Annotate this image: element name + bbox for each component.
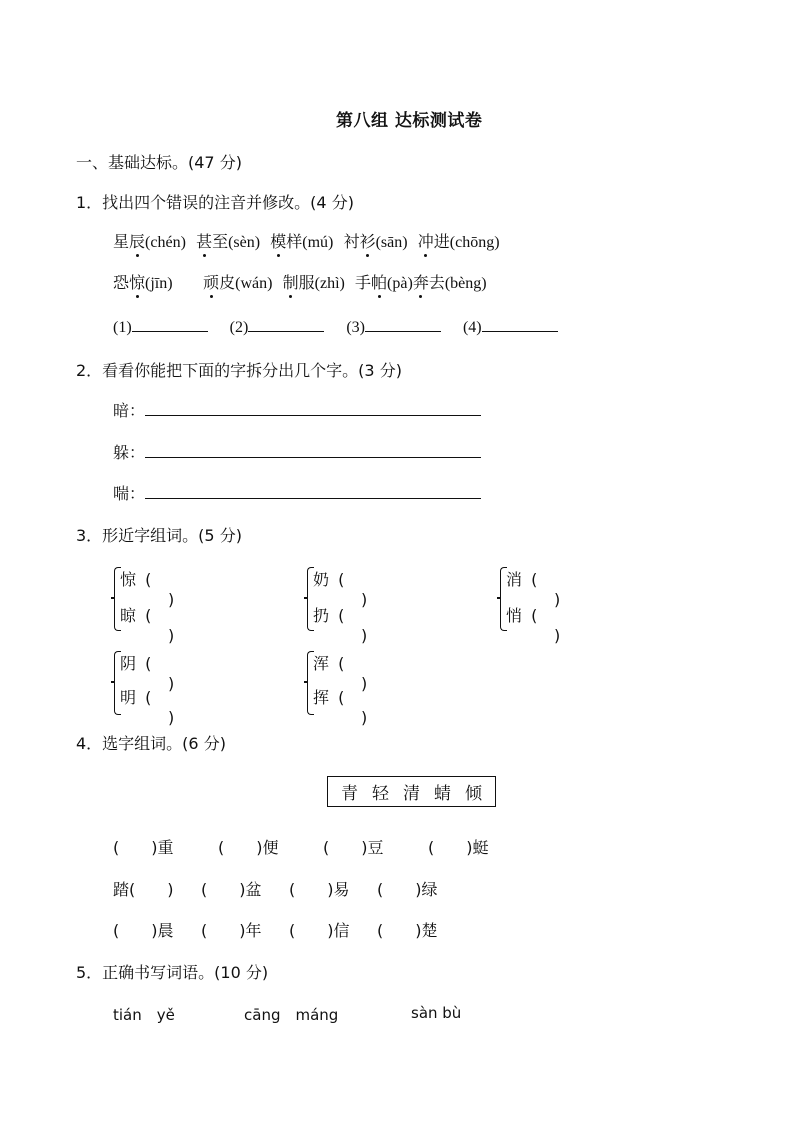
q2-blank-3[interactable] [145, 484, 481, 499]
q1-word: 手帕(pà) [355, 273, 413, 292]
fill-item[interactable]: ( )盆 [201, 880, 262, 899]
question-5-prompt: 5．正确书写词语。(10 分) [76, 963, 269, 982]
fill-item[interactable]: ( )豆 [323, 838, 384, 857]
q1-word: 顽皮(wán) [203, 273, 272, 292]
q4-row-2 [113, 877, 465, 900]
choice-char: 轻 [372, 784, 389, 804]
choice-char: 清 [403, 784, 420, 804]
answer-label-3: (3) [346, 319, 365, 336]
q1-row-2 [113, 270, 487, 293]
fill-item[interactable]: ( )楚 [377, 921, 438, 940]
choice-box [327, 776, 496, 807]
q2-item: 喘： [113, 481, 481, 504]
fill-item[interactable]: ( )信 [289, 921, 350, 940]
fill-item[interactable]: ( )便 [218, 838, 279, 857]
q1-answers [113, 317, 558, 337]
q1-word: 制服(zhì) [283, 273, 345, 292]
answer-label-1: (1) [113, 319, 132, 336]
q1-row-1 [113, 229, 500, 252]
page-title: 第八组 达标测试卷 [336, 111, 483, 131]
q2-blank-2[interactable] [145, 443, 481, 458]
q1-word: 衬衫(sān) [344, 232, 408, 251]
section-heading: 一、基础达标。(47 分) [76, 153, 242, 172]
fill-item[interactable]: ( )蜓 [428, 838, 489, 857]
question-4-prompt: 4．选字组词。(6 分) [76, 734, 226, 753]
q2-blank-1[interactable] [145, 401, 481, 416]
answer-blank-2[interactable] [248, 317, 324, 332]
fill-item[interactable]: 踏( ) [113, 880, 174, 899]
q2-item: 躲： [113, 440, 481, 463]
q1-word: 模样(mú) [270, 232, 333, 251]
question-2-prompt: 2．看看你能把下面的字拆分出几个字。(3 分) [76, 361, 402, 380]
pinyin-word: cāng máng [244, 1006, 339, 1024]
question-3-prompt: 3．形近字组词。(5 分) [76, 526, 242, 545]
pinyin-word: tián yě [113, 1006, 175, 1024]
q1-word: 恐惊(jīn) [113, 273, 173, 292]
fill-item[interactable]: ( )易 [289, 880, 350, 899]
q1-word: 奔去(bèng) [413, 273, 487, 292]
answer-blank-3[interactable] [365, 317, 441, 332]
answer-blank-4[interactable] [482, 317, 558, 332]
choice-char: 倾 [465, 784, 482, 804]
answer-label-2: (2) [229, 319, 249, 336]
fill-item[interactable]: ( )年 [201, 921, 262, 940]
q4-row-3 [113, 918, 465, 941]
pinyin-word: sàn bù [411, 1004, 462, 1022]
q4-row-1 [113, 835, 533, 858]
question-1-prompt: 1．找出四个错误的注音并修改。(4 分) [76, 193, 354, 212]
fill-item[interactable]: ( )重 [113, 838, 174, 857]
fill-item[interactable]: ( )绿 [377, 880, 438, 899]
choice-char: 蜻 [434, 784, 451, 804]
fill-item[interactable]: ( )晨 [113, 921, 174, 940]
q1-word: 冲进(chōng) [418, 232, 500, 251]
answer-label-4: (4) [462, 319, 482, 336]
q1-word: 星辰(chén) [113, 232, 186, 251]
answer-blank-1[interactable] [132, 317, 208, 332]
q2-item: 暗： [113, 398, 481, 421]
q1-word: 甚至(sèn) [196, 232, 260, 251]
choice-char: 青 [341, 784, 358, 804]
